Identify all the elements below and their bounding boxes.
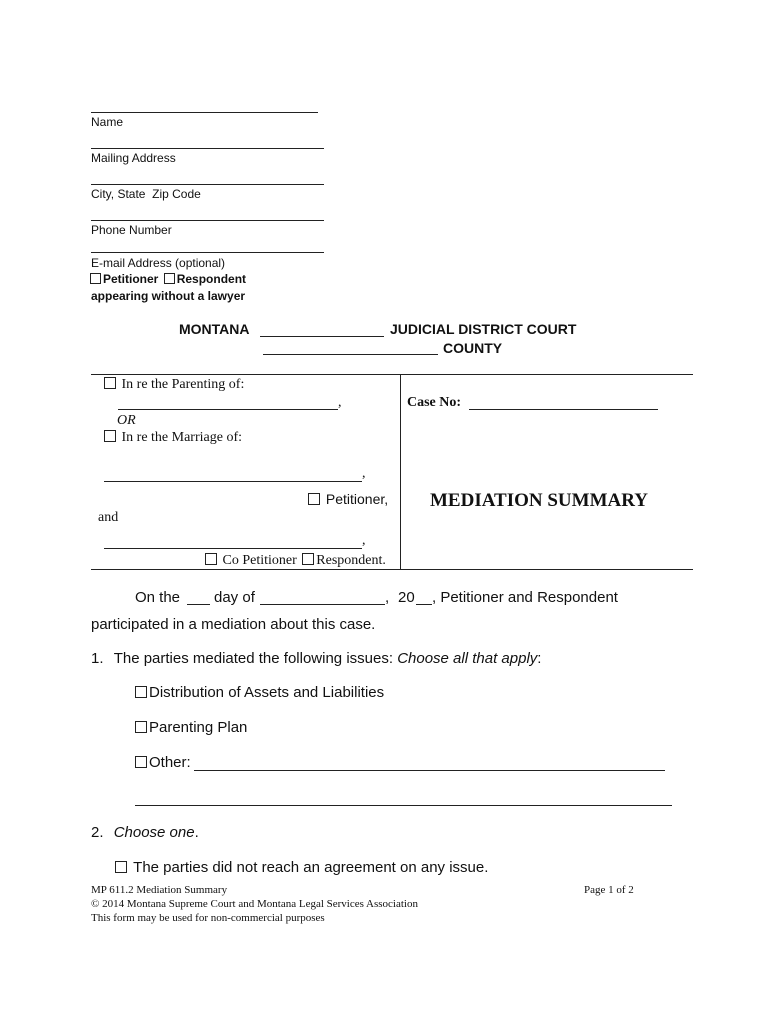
court-district: JUDICIAL DISTRICT COURT <box>390 321 577 337</box>
petitioner-checkbox[interactable] <box>90 273 101 284</box>
year-prefix: 20 <box>398 589 415 606</box>
form-id: MP 611.2 Mediation Summary <box>91 884 228 896</box>
parenting-checkbox[interactable] <box>104 377 116 389</box>
co-petitioner-respondent-row <box>205 553 386 569</box>
caption-bottom-rule <box>91 569 693 570</box>
respondent-option-label: Respondent <box>176 272 247 286</box>
parenting-name-field[interactable] <box>118 409 338 410</box>
item-1-colon: : <box>537 650 542 667</box>
petitioner-and-respondent-text: , Petitioner and Respondent <box>432 589 618 606</box>
name-label: Name <box>91 115 124 129</box>
petitioner-row <box>308 491 388 507</box>
day-field[interactable] <box>187 604 210 605</box>
mailing-address-field[interactable] <box>91 148 324 149</box>
district-number-field[interactable] <box>260 336 384 337</box>
option-assets-row <box>135 684 384 701</box>
month-field[interactable] <box>260 604 385 605</box>
phone-label: Phone Number <box>91 223 172 237</box>
court-state: MONTANA <box>179 321 250 337</box>
petitioner-caption-label: Petitioner, <box>325 491 389 507</box>
item-2-option-1-row <box>115 859 488 876</box>
parenting-row <box>104 377 244 393</box>
year-field[interactable] <box>416 604 432 605</box>
item-1-number: 1. <box>91 650 104 667</box>
other-continued-field[interactable] <box>135 805 672 806</box>
city-state-zip-label: City, State Zip Code <box>91 187 201 201</box>
co-petitioner-checkbox[interactable] <box>205 553 217 565</box>
item-2-period: . <box>194 824 199 841</box>
phone-field[interactable] <box>91 220 324 221</box>
respondent-caption-checkbox[interactable] <box>302 553 314 565</box>
party-role-row <box>90 272 246 286</box>
no-agreement-checkbox[interactable] <box>115 861 127 873</box>
petitioner-caption-checkbox[interactable] <box>308 493 320 505</box>
item-2-number: 2. <box>91 824 104 841</box>
case-number-field[interactable] <box>469 409 658 410</box>
petitioner-option-label: Petitioner <box>103 272 159 286</box>
item-1-text: The parties mediated the following issues: <box>113 650 394 667</box>
respondent-checkbox[interactable] <box>164 273 175 284</box>
assets-checkbox[interactable] <box>135 686 147 698</box>
item-2 <box>91 824 199 841</box>
case-number-label: Case No: <box>407 395 462 410</box>
respondent-caption-label: Respondent. <box>316 553 386 568</box>
marriage-row <box>104 430 242 446</box>
option-other-row <box>135 754 191 771</box>
marriage-label: In re the Marriage of: <box>121 430 242 445</box>
and-label: and <box>98 510 119 525</box>
or-label: OR <box>117 413 136 428</box>
appearing-label: appearing without a lawyer <box>91 289 246 303</box>
item-2-instruction: Choose one <box>113 824 195 841</box>
petitioner-name-field[interactable] <box>104 481 362 482</box>
county-name-field[interactable] <box>263 354 438 355</box>
parenting-plan-checkbox[interactable] <box>135 721 147 733</box>
other-checkbox[interactable] <box>135 756 147 768</box>
other-field[interactable] <box>194 770 665 771</box>
other-label: Other: <box>149 754 191 771</box>
page-number: Page 1 of 2 <box>584 884 634 896</box>
court-county: COUNTY <box>443 340 503 356</box>
respondent-comma: , <box>362 533 366 548</box>
parenting-plan-label: Parenting Plan <box>149 719 248 736</box>
on-the-label: On the <box>135 589 181 606</box>
respondent-name-field[interactable] <box>104 548 362 549</box>
parenting-label: In re the Parenting of: <box>121 377 245 392</box>
parenting-comma: , <box>338 395 342 410</box>
no-agreement-label: The parties did not reach an agreement on any issue. <box>133 859 489 876</box>
caption-divider <box>400 374 401 569</box>
email-label: E-mail Address (optional) <box>91 256 226 270</box>
name-field[interactable] <box>91 112 318 113</box>
mailing-address-label: Mailing Address <box>91 151 176 165</box>
participated-text: participated in a mediation about this case. <box>91 616 376 633</box>
petitioner-comma: , <box>362 466 366 481</box>
assets-label: Distribution of Assets and Liabilities <box>149 684 385 701</box>
day-of-label: day of <box>214 589 255 606</box>
month-comma: , <box>385 589 390 606</box>
usage-note: This form may be used for non-commercial purposes <box>91 912 325 924</box>
co-petitioner-label: Co Petitioner <box>222 553 297 568</box>
option-parenting-row <box>135 719 247 736</box>
document-title: MEDIATION SUMMARY <box>430 490 648 511</box>
caption-top-rule <box>91 374 693 375</box>
copyright: © 2014 Montana Supreme Court and Montana Legal Services Association <box>91 898 418 910</box>
city-state-zip-field[interactable] <box>91 184 324 185</box>
item-1 <box>91 650 541 667</box>
item-1-instruction: Choose all that apply <box>397 650 538 667</box>
marriage-checkbox[interactable] <box>104 430 116 442</box>
email-field[interactable] <box>91 252 324 253</box>
